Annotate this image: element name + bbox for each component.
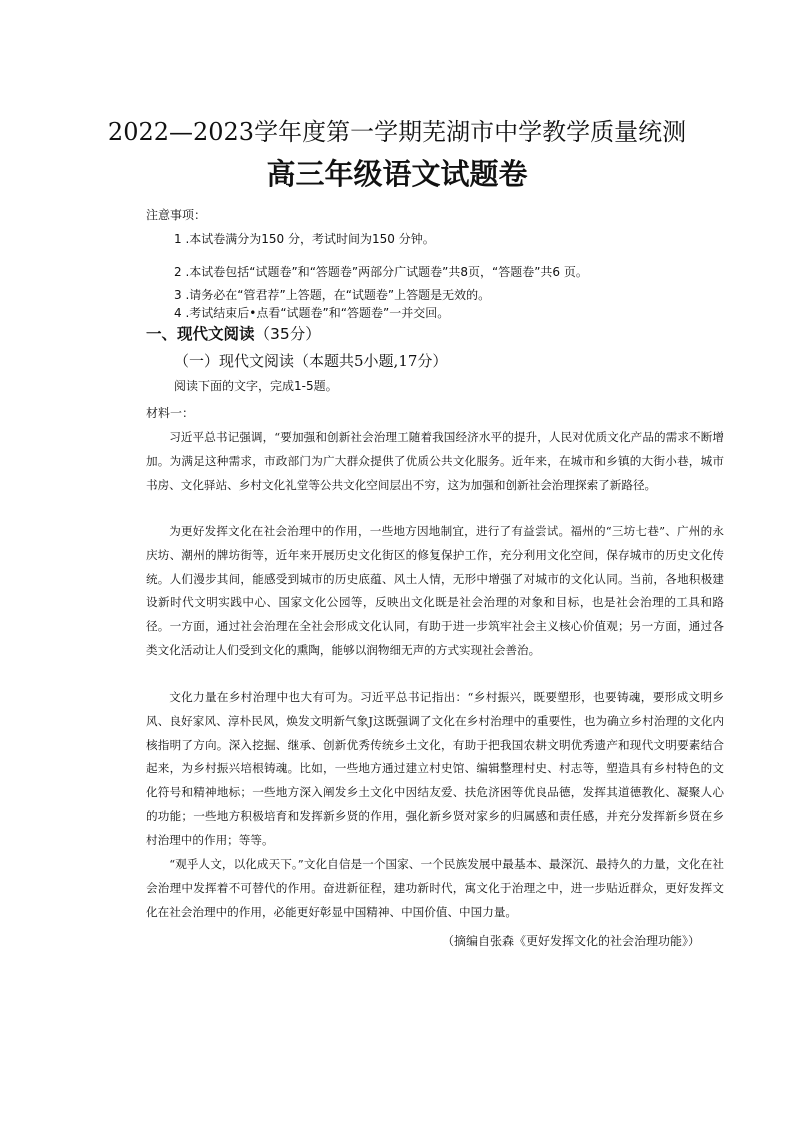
note-item-2: 2 .本试卷包括“试题卷”和“答题卷”两部分广试题卷”共8页，“答题卷”共6 页。 [174, 265, 588, 279]
subsection-heading: （一）现代文阅读（本题共5小题,17分） [174, 352, 448, 370]
section-heading-text: 一、现代文阅读 [146, 325, 255, 343]
passage-paragraph-2 [146, 520, 724, 663]
notes-heading: 注意事项： [146, 208, 207, 222]
note-item-3: 3 .请务必在“管君荐”上答题，在“试题卷”上答题是无效的。 [174, 288, 491, 302]
material-label: 材料一： [146, 406, 195, 420]
reading-instruction: 阅读下面的文字，完成1-5题。 [174, 379, 338, 393]
paragraph-text: 文化力量在乡村治理中也大有可为。习近平总书记指出：“乡村振兴，既要塑形，也要铸魂，要形成文明乡风、良好家风、淳朴民风，焕发文明新气象J这既强调了文化在乡村治理中的重要性，也为确立乡村治理的文化内核指明了方向。深入挖掘、继承、创新优秀传统乡土文化，有助于把我国农耕文明优秀遗产和现代文明要素结合起来，为乡村振兴培根铸魂。比如，一些地方通过建立村史馆、编辑整理村史、村志等，塑造具有乡村特色的文化符号和精神地标；一些地方深入阐发乡土文化中因结友爱、扶危济困等优良品德，发挥其道德教化、凝聚人心的功能；一些地方积极培育和发挥新乡贤的作用，强化新乡贤对家乡的归属感和责任感，并充分发挥新乡贤在乡村治理中的作用；等等。 [146, 690, 724, 847]
paragraph-text: “观乎人文，以化成天下。”文化自信是一个国家、一个民族发展中最基本、最深沉、最持久的力量，文化在社会治理中发挥着不可替代的作用。奋进新征程，建功新时代，寓文化于治理之中，进一步贴近群众，更好发挥文化在社会治理中的作用，必能更好彰显中国精神、中国价值、中国力量。 [146, 857, 724, 919]
section-score: （35分） [254, 325, 321, 343]
passage-paragraph-1 [146, 426, 724, 497]
paragraph-text: 习近平总书记强调，“要加强和创新社会治理工随着我国经济水平的提升，人民对优质文化产品的需求不断增加。为满足这种需求，市政部门为广大群众提供了优质公共文化服务。近年来，在城市和乡镇的大街小巷，城市书房、文化驿站、乡村文化礼堂等公共文化空间层出不穷，这为加强和创新社会治理探索了新路径。 [146, 430, 724, 492]
exam-subtitle: 高三年级语文试题卷 [266, 157, 528, 191]
exam-title: 2022—2023学年度第一学期芜湖市中学教学质量统测 [107, 118, 687, 146]
note-item-1: 1 .本试卷满分为150 分，考试时间为150 分钟。 [174, 232, 435, 246]
passage-source: （摘编自张森《更好发挥文化的社会治理功能》） [441, 934, 700, 948]
passage-paragraph-4 [146, 853, 724, 924]
section-heading [146, 322, 321, 344]
note-item-4: 4 .考试结束后•点看“试题卷”和“答题卷”一并交回。 [174, 306, 450, 320]
passage-paragraph-3 [146, 686, 724, 853]
paragraph-text: 为更好发挥文化在社会治理中的作用，一些地方因地制宜，进行了有益尝试。福州的“三坊七巷”、广州的永庆坊、潮州的牌坊街等，近年来开展历史文化街区的修复保护工作，充分利用文化空间，保存城市的历史文化传统。人们漫步其间，能感受到城市的历史底蕴、风土人情，无形中增强了对城市的文化认同。当前，各地积极建设新时代文明实践中心、国家文化公园等，反映出文化既是社会治理的对象和目标，也是社会治理的工具和路径。一方面，通过社会治理在全社会形成文化认同，有助于进一步筑牢社会主义核心价值观；另一方面，通过各类文化活动让人们受到文化的熏陶，能够以润物细无声的方式实现社会善治。 [146, 524, 724, 657]
